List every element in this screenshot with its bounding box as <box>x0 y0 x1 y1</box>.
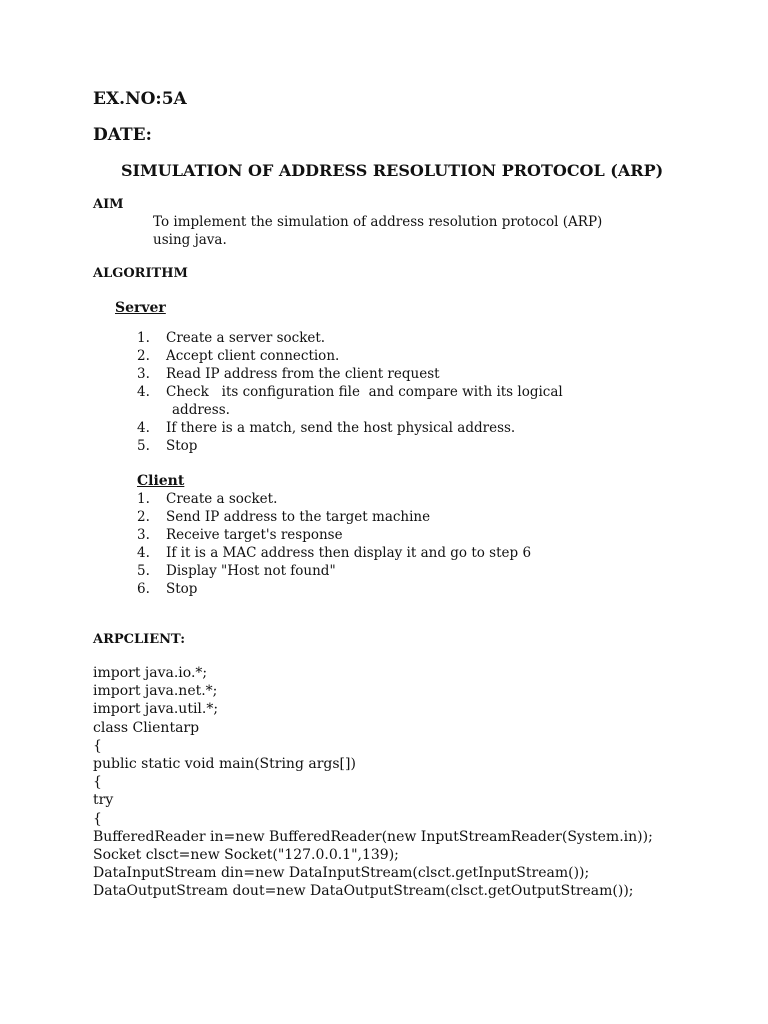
step-text: address. <box>172 402 230 418</box>
step-text: Check its configuration file and compare with its logical <box>166 384 563 400</box>
step-number: 6. <box>137 581 150 597</box>
step-text: Accept client connection. <box>166 348 340 364</box>
code-line: try <box>93 792 114 809</box>
step-text: Create a socket. <box>166 491 278 507</box>
step-text: Stop <box>166 438 198 454</box>
list-item <box>137 581 197 597</box>
code-line: { <box>93 737 102 754</box>
code-line: { <box>93 774 102 791</box>
code-line: public static void main(String args[]) <box>93 756 356 773</box>
aim-line-1: To implement the simulation of address resolution protocol (ARP) <box>153 214 603 230</box>
server-heading: Server <box>115 300 166 316</box>
page-title: SIMULATION OF ADDRESS RESOLUTION PROTOCOL (ARP) <box>121 161 664 180</box>
list-item-continuation <box>166 402 230 418</box>
list-item <box>137 348 339 364</box>
step-number: 4. <box>137 384 150 400</box>
code-line: BufferedReader in=new BufferedReader(new InputStreamReader(System.in)); <box>93 828 653 845</box>
step-number: 3. <box>137 366 150 382</box>
code-line: import java.net.*; <box>93 683 218 700</box>
list-item <box>137 509 430 525</box>
step-text: Display "Host not found" <box>166 563 336 579</box>
code-line: { <box>93 810 102 827</box>
step-number: 2. <box>137 348 150 364</box>
step-number: 5. <box>137 563 150 579</box>
aim-heading: AIM <box>93 197 124 212</box>
list-item <box>137 438 197 454</box>
list-item <box>137 545 531 561</box>
code-line: DataInputStream din=new DataInputStream(clsct.getInputStream()); <box>93 865 590 882</box>
client-heading: Client <box>137 473 185 489</box>
code-line: DataOutputStream dout=new DataOutputStream(clsct.getOutputStream()); <box>93 883 634 900</box>
step-number: 4. <box>137 420 150 436</box>
step-number: 1. <box>137 330 150 346</box>
list-item <box>137 527 343 543</box>
code-line: class Clientarp <box>93 719 200 736</box>
aim-line-2: using java. <box>153 232 227 248</box>
arpclient-heading: ARPCLIENT: <box>93 632 186 647</box>
algorithm-heading: ALGORITHM <box>93 266 188 281</box>
code-line: import java.io.*; <box>93 665 208 681</box>
list-item <box>137 330 325 346</box>
step-text: If it is a MAC address then display it and go to step 6 <box>166 545 532 561</box>
step-number: 2. <box>137 509 150 525</box>
step-number: 3. <box>137 527 150 543</box>
step-text: Stop <box>166 581 198 597</box>
step-number: 4. <box>137 545 150 561</box>
list-item <box>137 491 277 507</box>
step-text: Receive target's response <box>166 527 343 543</box>
step-number: 5. <box>137 438 150 454</box>
list-item <box>137 384 563 400</box>
code-line: import java.util.*; <box>93 701 219 718</box>
step-text: Read IP address from the client request <box>166 366 440 382</box>
list-item <box>137 420 515 436</box>
step-text: If there is a match, send the host physical address. <box>166 420 516 436</box>
list-item <box>137 366 440 382</box>
list-item <box>137 563 336 579</box>
step-text: Send IP address to the target machine <box>166 509 431 525</box>
date-label: DATE: <box>93 125 152 145</box>
code-block <box>93 664 653 901</box>
code-line: Socket clsct=new Socket("127.0.0.1",139); <box>93 847 399 864</box>
exercise-number: EX.NO:5A <box>93 89 187 109</box>
step-text: Create a server socket. <box>166 330 326 346</box>
step-number: 1. <box>137 491 150 507</box>
